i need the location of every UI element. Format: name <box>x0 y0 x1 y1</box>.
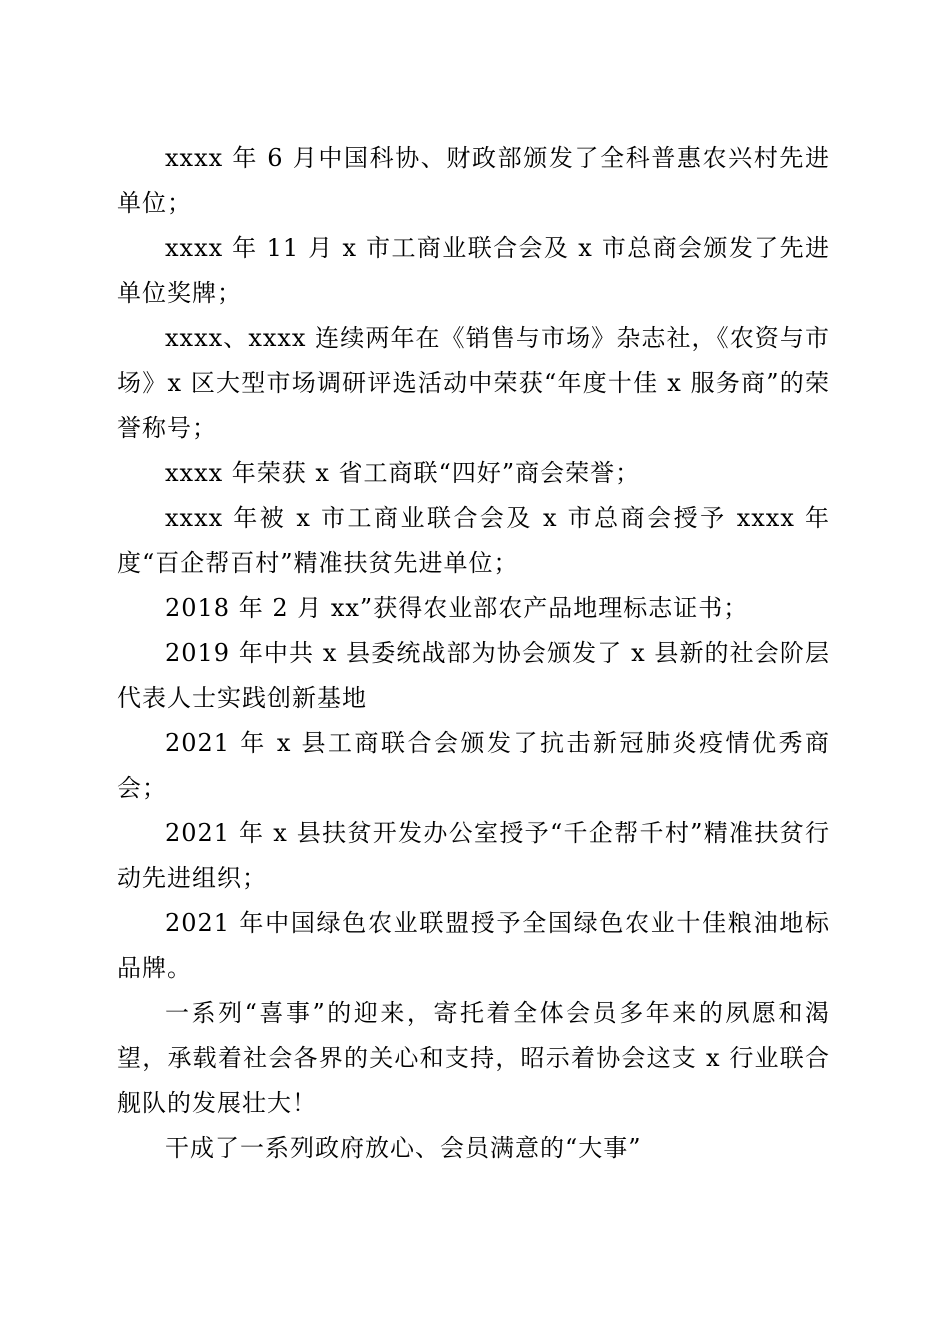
paragraph-award-geo-certificate: 2018 年 2 月 xx”获得农业部农产品地理标志证书； <box>165 594 749 622</box>
paragraph-award-thousand-villages: 2021 年 x 县扶贫开发办公室授予“千企帮千村”精准扶贫行动先进组织； <box>117 819 830 892</box>
paragraph-summary: 一系列“喜事”的迎来，寄托着全体会员多年来的夙愿和渴望，承载着社会各界的关心和支持，昭示着协会这支 x 行业联合舰队的发展壮大！ <box>117 999 830 1117</box>
paragraph-award-2018-science: xxxx 年 6 月中国科协、财政部颁发了全科普惠农兴村先进单位； <box>117 144 830 217</box>
paragraph-award-green-agriculture: 2021 年中国绿色农业联盟授予全国绿色农业十佳粮油地标品牌。 <box>117 909 830 982</box>
paragraph-award-innovation-base: 2019 年中共 x 县委统战部为协会颁发了 x 县新的社会阶层代表人士实践创新基地 <box>117 639 830 712</box>
paragraph-award-four-good: xxxx 年荣获 x 省工商联“四好”商会荣誉； <box>165 459 641 487</box>
paragraph-award-top-ten-service: xxxx、xxxx 连续两年在《销售与市场》杂志社，《农资与市场》x 区大型市场调研评选活动中荣获“年度十佳 x 服务商”的荣誉称号； <box>117 324 830 442</box>
paragraph-award-poverty-alleviation: xxxx 年被 x 市工商业联合会及 x 市总商会授予 xxxx 年度“百企帮百村”精准扶贫先进单位； <box>117 504 830 577</box>
paragraph-section-heading: 干成了一系列政府放心、会员满意的“大事” <box>165 1134 642 1162</box>
paragraph-award-merchant-plaque: xxxx 年 11 月 x 市工商业联合会及 x 市总商会颁发了先进单位奖牌； <box>117 234 830 307</box>
paragraph-award-covid: 2021 年 x 县工商联合会颁发了抗击新冠肺炎疫情优秀商会； <box>117 729 830 802</box>
